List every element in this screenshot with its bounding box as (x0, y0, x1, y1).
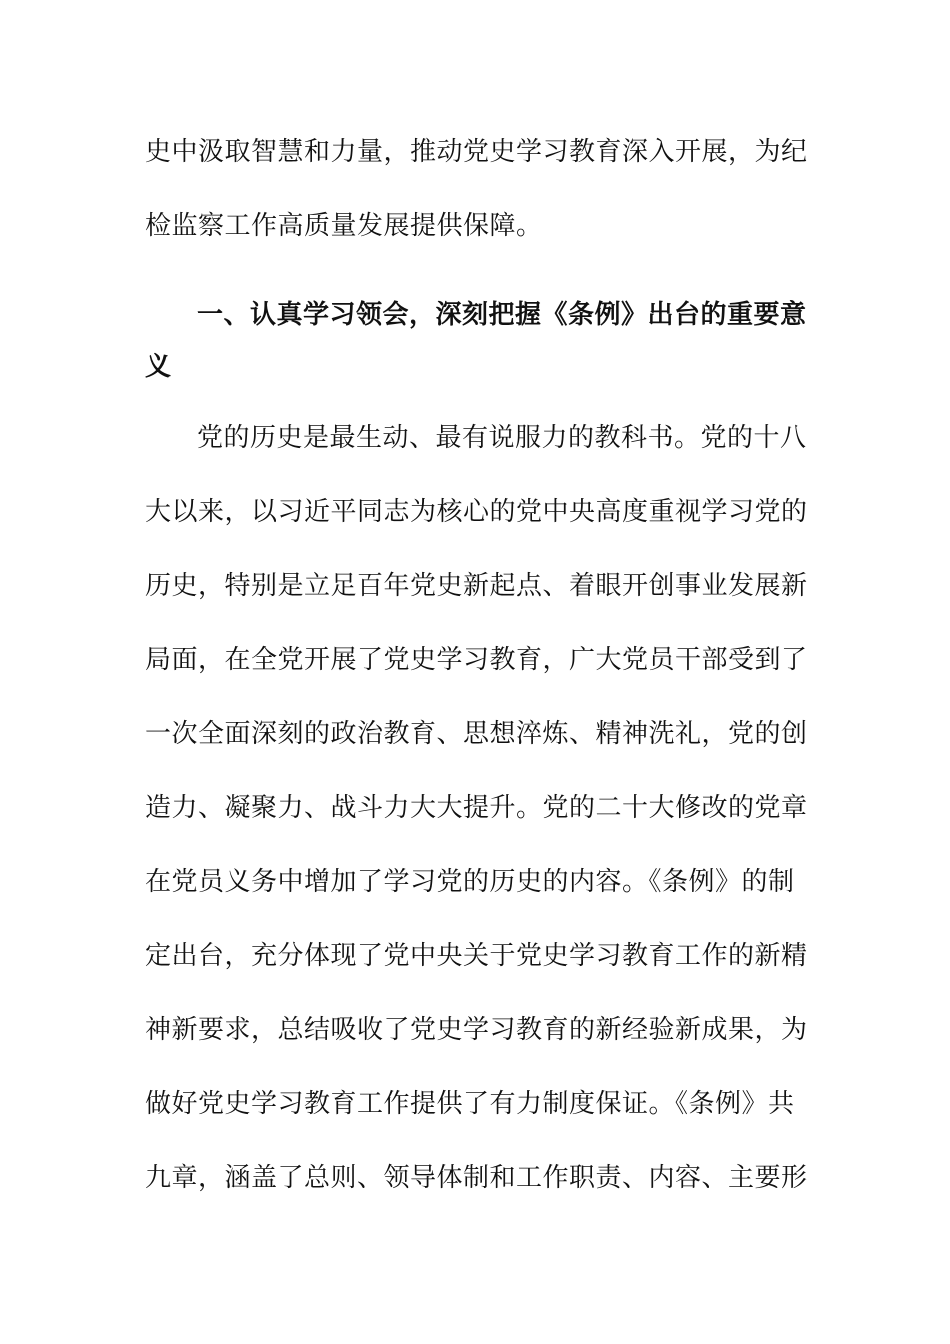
paragraph-line: 做好党史学习教育工作提供了有力制度保证。《条例》共 (145, 1089, 795, 1119)
paragraph-line: 大以来，以习近平同志为核心的党中央高度重视学习党的 (145, 497, 808, 527)
paragraph-line: 在党员义务中增加了学习党的历史的内容。《条例》的制 (145, 867, 795, 897)
paragraph-line: 造力、凝聚力、战斗力大大提升。党的二十大修改的党章 (145, 793, 808, 823)
paragraph-line: 九章，涵盖了总则、领导体制和工作职责、内容、主要形 (145, 1163, 808, 1193)
paragraph-line: 局面，在全党开展了党史学习教育，广大党员干部受到了 (145, 645, 808, 675)
paragraph-line: 定出台，充分体现了党中央关于党史学习教育工作的新精 (145, 941, 808, 971)
paragraph-line: 检监察工作高质量发展提供保障。 (145, 211, 543, 241)
section-heading: 一、认真学习领会，深刻把握《条例》出台的重要意 (197, 300, 807, 330)
paragraph-first-line: 党的历史是最生动、最有说服力的教科书。党的十八 (197, 423, 807, 453)
paragraph-line: 史中汲取智慧和力量，推动党史学习教育深入开展，为纪 (145, 137, 808, 167)
paragraph-line: 历史，特别是立足百年党史新起点、着眼开创事业发展新 (145, 571, 808, 601)
paragraph-line: 神新要求，总结吸收了党史学习教育的新经验新成果，为 (145, 1015, 808, 1045)
section-heading-continued: 义 (145, 352, 172, 382)
paragraph-line: 一次全面深刻的政治教育、思想淬炼、精神洗礼，党的创 (145, 719, 808, 749)
